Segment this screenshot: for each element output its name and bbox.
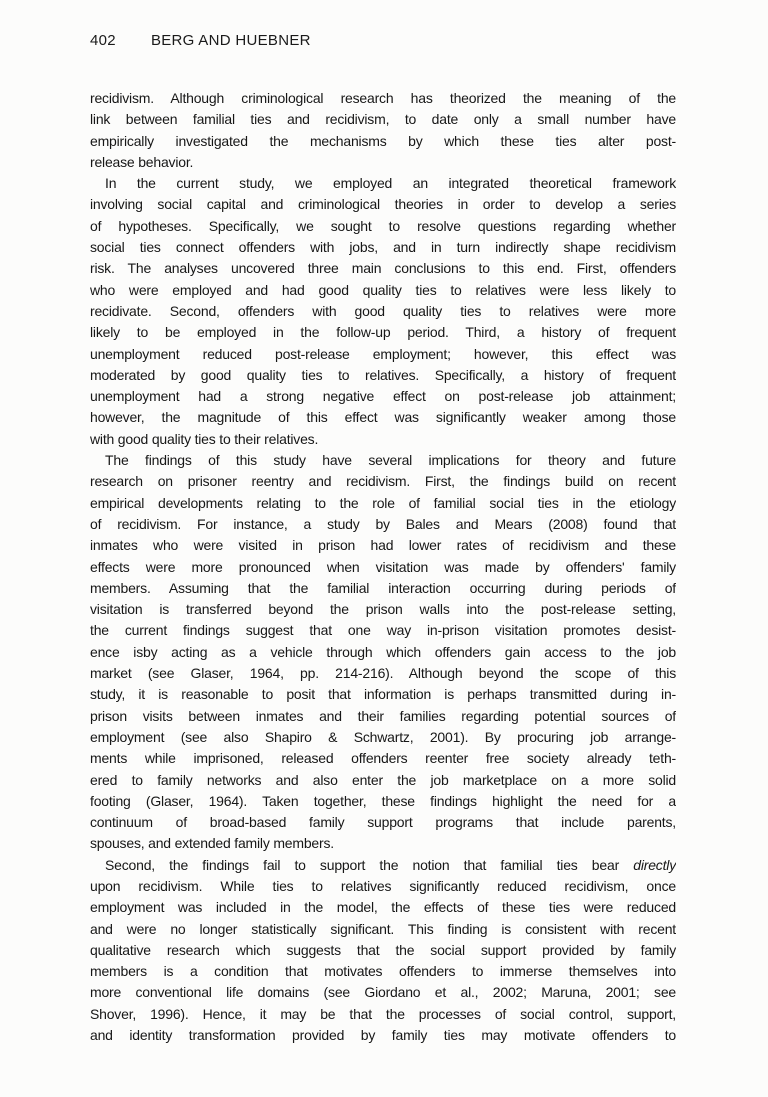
text-line: who were employed and had good quality ties to relatives were less likely to [90, 281, 676, 298]
text-line: release behavior. [90, 153, 194, 170]
text-line: effects were more pronounced when visitation was made by offenders' family [90, 558, 676, 575]
text-line: risk. The analyses uncovered three main conclusions to this end. First, offenders [90, 260, 676, 277]
text-line: ered to family networks and also enter the job marketplace on a more solid [90, 771, 676, 788]
text-line: market (see Glaser, 1964, pp. 214-216). Although beyond the scope of this [90, 665, 676, 682]
text-line: ence isby acting as a vehicle through which offenders gain access to the job [90, 643, 676, 660]
text-line: employment (see also Shapiro & Schwartz, 2001). By procuring job arrange- [90, 728, 676, 745]
text-line: qualitative research which suggests that the social support provided by family [90, 941, 676, 958]
text-line: unemployment had a strong negative effect on post-release job attainment; [90, 388, 676, 405]
text-segment: Second, the findings fail to support the notion that familial ties bear [105, 856, 634, 873]
text-line: more conventional life domains (see Giordano et al., 2002; Maruna, 2001; see [90, 984, 676, 1001]
text-line: spouses, and extended family members. [90, 835, 334, 852]
text-line: recidivate. Second, offenders with good quality ties to relatives were more [90, 302, 676, 319]
text-line: of hypotheses. Specifically, we sought to resolve questions regarding whether [90, 217, 676, 234]
text-line: with good quality ties to their relatives. [90, 430, 319, 447]
text-line: inmates who were visited in prison had lower rates of recidivism and these [90, 537, 676, 554]
text-line: unemployment reduced post-release employment; however, this effect was [90, 345, 676, 362]
text-line: continuum of broad-based family support programs that include parents, [90, 814, 676, 831]
text-line: and identity transformation provided by family ties may motivate offenders to [90, 1027, 676, 1044]
text-line [90, 855, 676, 876]
text-line: Shover, 1996). Hence, it may be that the processes of social control, support, [90, 1005, 676, 1022]
text-line: research on prisoner reentry and recidivism. First, the findings build on recent [90, 473, 676, 490]
text-line: The findings of this study have several implications for theory and future [105, 452, 676, 469]
text-line: however, the magnitude of this effect was significantly weaker among those [90, 409, 676, 426]
text-line: study, it is reasonable to posit that information is perhaps transmitted during in- [90, 686, 676, 703]
text-line: upon recidivism. While ties to relatives significantly reduced recidivism, once [90, 877, 676, 894]
text-line: and were no longer statistically significant. This finding is consistent with recent [90, 920, 676, 937]
page-number: 402 [90, 32, 116, 49]
page-header [90, 33, 311, 48]
text-line: ments while imprisoned, released offenders reenter free society already teth- [90, 750, 676, 767]
text-line: the current findings suggest that one way in-prison visitation promotes desist- [90, 622, 676, 639]
text-line: members. Assuming that the familial interaction occurring during periods of [90, 579, 676, 596]
emphasized-text: directly [633, 856, 676, 873]
text-line: likely to be employed in the follow-up period. Third, a history of frequent [90, 324, 676, 341]
paragraph [90, 173, 676, 450]
text-line: footing (Glaser, 1964). Taken together, these findings highlight the need for a [90, 792, 676, 809]
text-line: members is a condition that motivates offenders to immerse themselves into [90, 963, 676, 980]
text-line: visitation is transferred beyond the prison walls into the post-release setting, [90, 601, 676, 618]
text-line: empirical developments relating to the role of familial social ties in the etiology [90, 494, 676, 511]
paragraph [90, 450, 676, 855]
running-head: BERG AND HUEBNER [150, 32, 311, 49]
text-line: of recidivism. For instance, a study by Bales and Mears (2008) found that [90, 515, 676, 532]
text-line: moderated by good quality ties to relatives. Specifically, a history of frequent [90, 366, 676, 383]
text-line: link between familial ties and recidivism, to date only a small number have [90, 111, 676, 128]
article-body [90, 88, 676, 1046]
text-line: employment was included in the model, the effects of these ties were reduced [90, 899, 676, 916]
text-line: In the current study, we employed an integrated theoretical framework [105, 175, 676, 192]
text-line: social ties connect offenders with jobs, and in turn indirectly shape recidivism [90, 239, 676, 256]
text-line: involving social capital and criminological theories in order to develop a series [90, 196, 676, 213]
text-line: prison visits between inmates and their families regarding potential sources of [90, 707, 676, 724]
paragraph [90, 88, 676, 173]
paragraph [90, 855, 676, 1047]
text-line: recidivism. Although criminological research has theorized the meaning of the [90, 90, 676, 106]
text-line: empirically investigated the mechanisms by which these ties alter post- [90, 132, 676, 149]
